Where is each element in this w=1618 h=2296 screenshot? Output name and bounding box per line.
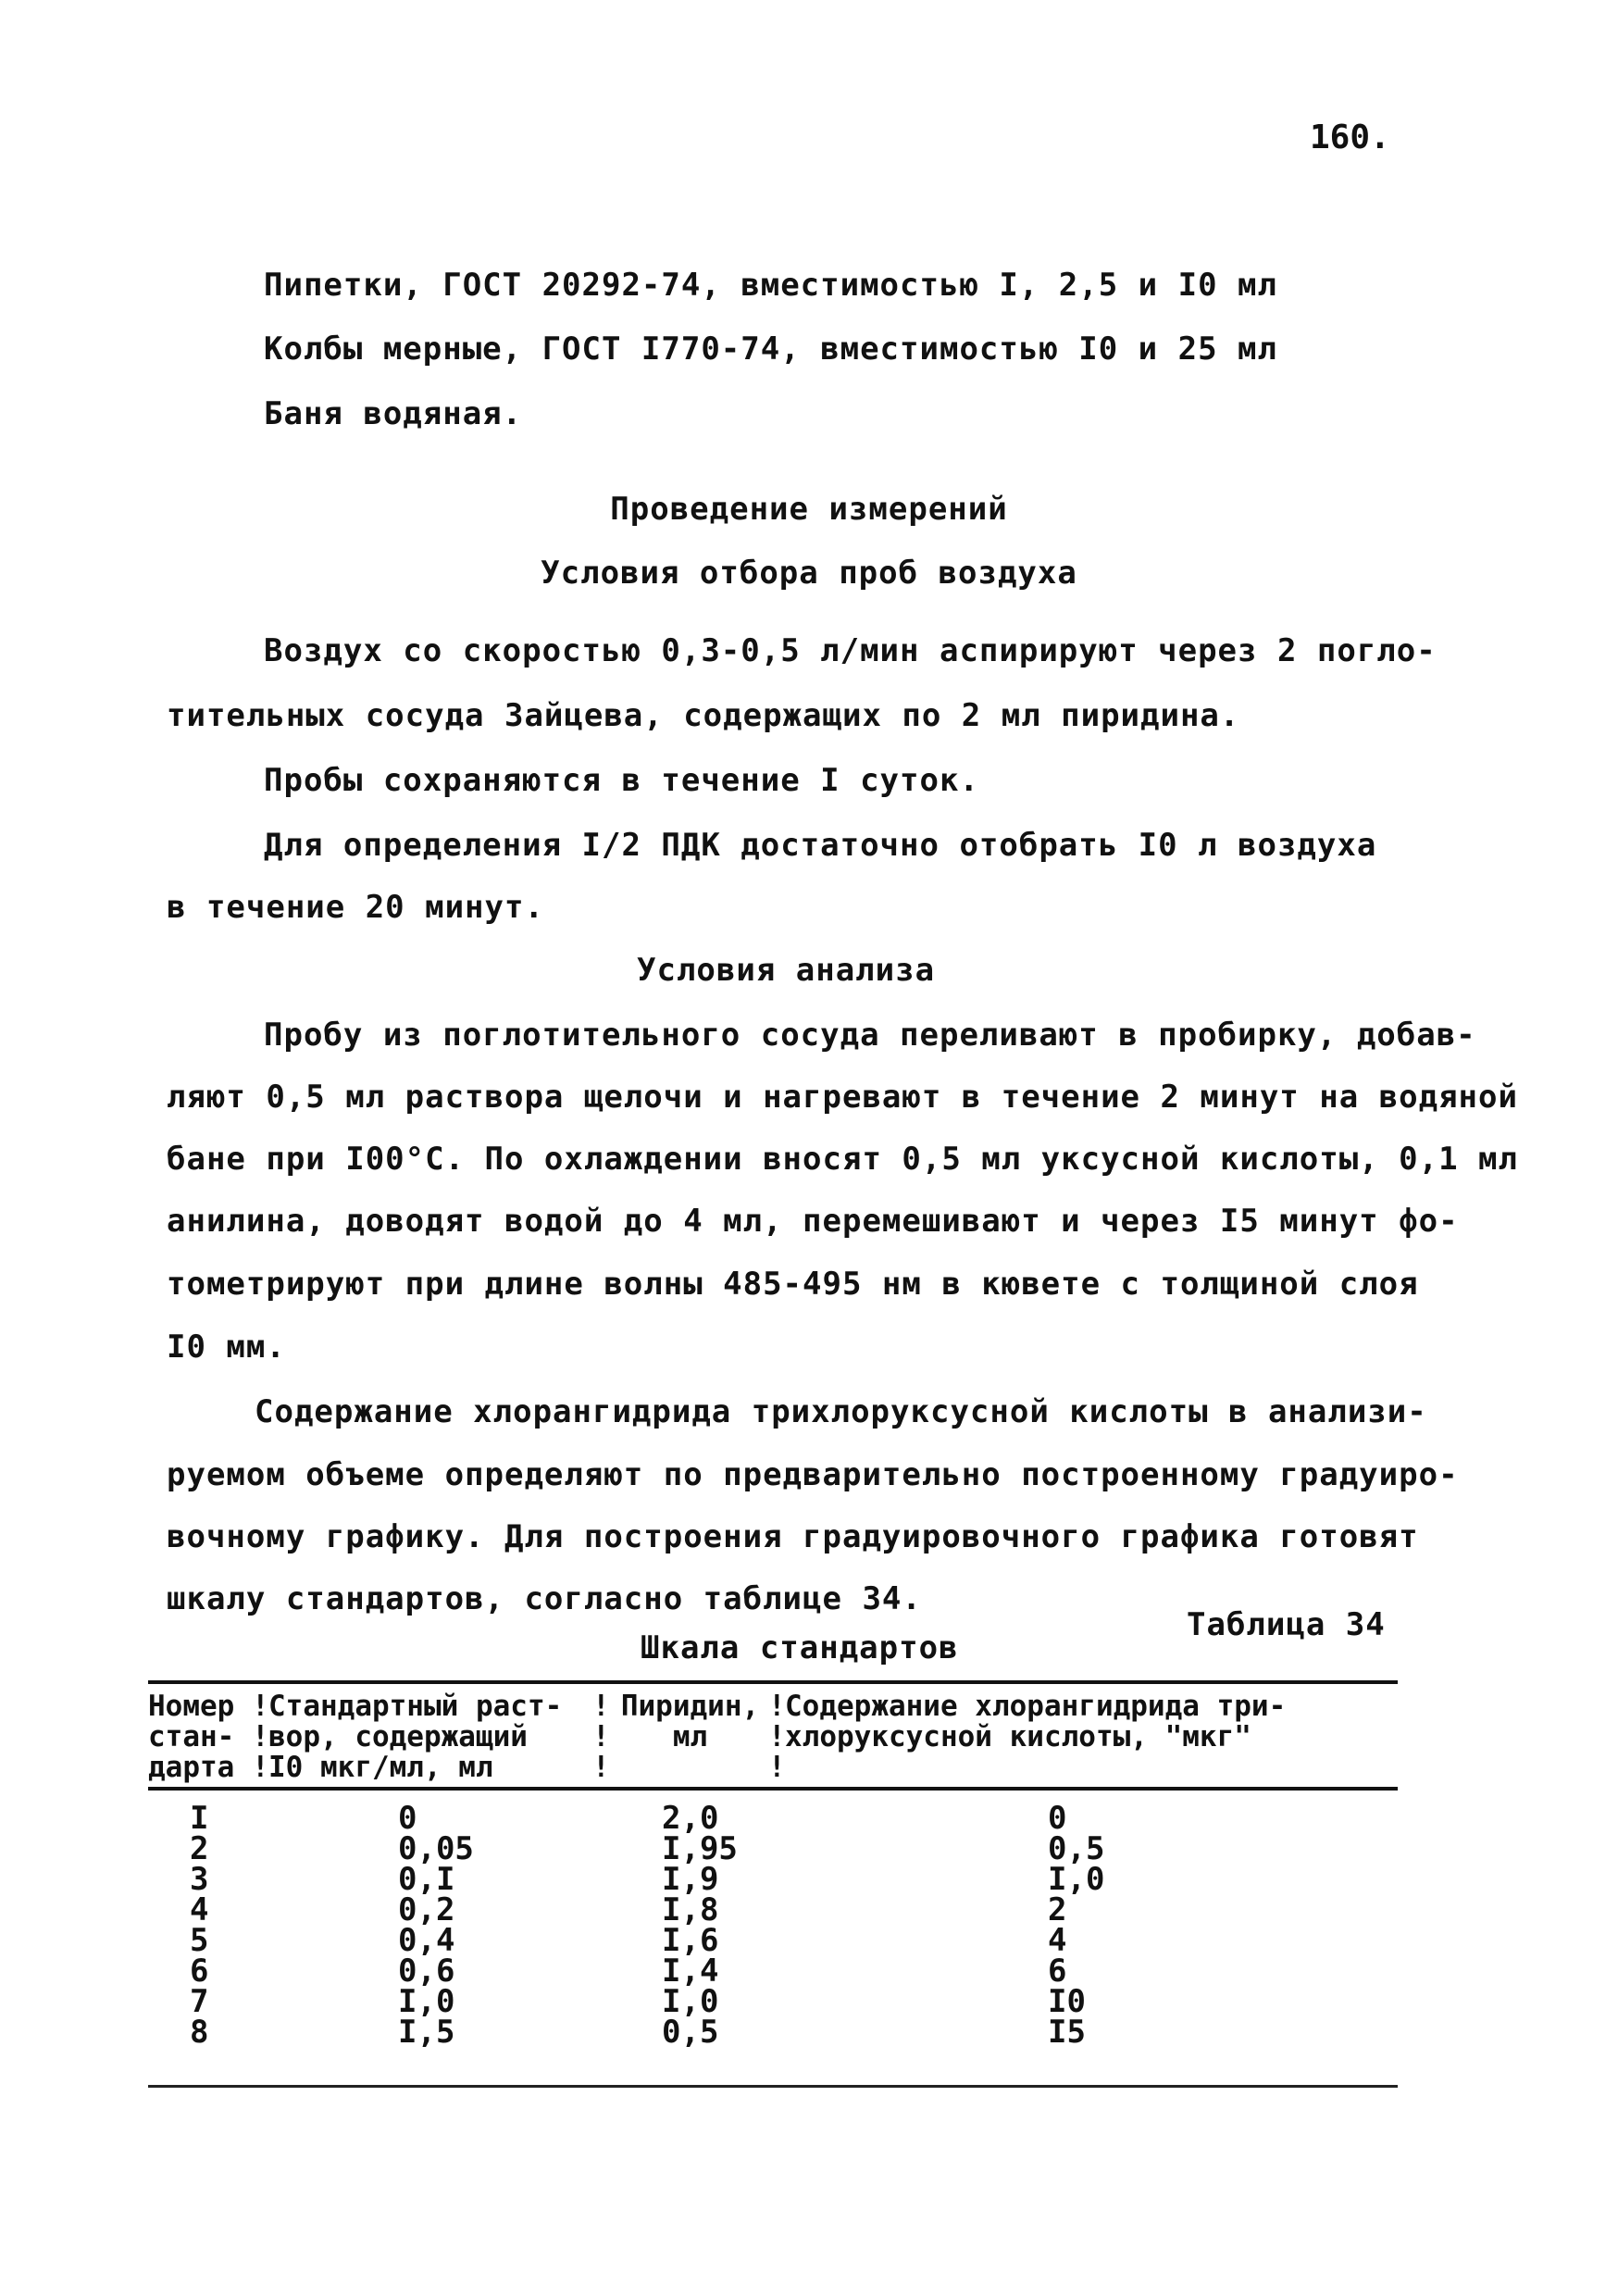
table-body <box>0 1800 1618 2053</box>
equipment-line-flasks: Колбы мерные, ГОСТ I770-74, вместимостью I0 и 25 мл <box>264 331 1277 368</box>
table-cell-solution: 0 <box>398 1800 417 1837</box>
table-cell-solution: 0,2 <box>398 1891 455 1928</box>
analysis-line1: Пробу из поглотительного сосуда переливают в пробирку, добав- <box>264 1017 1476 1054</box>
table-cell-pyridine: I,95 <box>662 1830 738 1867</box>
analysis-line4: анилина, доводят водой до 4 мл, перемешивают и через I5 минут фо- <box>167 1203 1459 1240</box>
table-cell-content: I,0 <box>1048 1861 1105 1898</box>
table-cell-content: I0 <box>1048 1983 1086 2020</box>
table-column-separator: ! ! ! <box>252 1690 269 1784</box>
table-top-rule <box>148 1680 1398 1684</box>
subsection-analysis-title: Условия анализа <box>637 952 936 989</box>
table-cell-number: 5 <box>190 1922 209 1959</box>
table-cell-solution: 0,4 <box>398 1922 455 1959</box>
table-cell-content: I5 <box>1048 2014 1086 2051</box>
content-line1: Содержание хлорангидрида трихлоруксусной кислоты в анализи- <box>255 1393 1427 1430</box>
table-cell-number: I <box>190 1800 209 1837</box>
table-cell-number: 8 <box>190 2014 209 2051</box>
table-cell-content: 2 <box>1048 1891 1067 1928</box>
table-cell-number: 7 <box>190 1983 209 2020</box>
table-cell-pyridine: I,0 <box>662 1983 719 2020</box>
table-cell-solution: 0,I <box>398 1861 455 1898</box>
table-cell-pyridine: 2,0 <box>662 1800 719 1837</box>
table-cell-pyridine: I,8 <box>662 1891 719 1928</box>
table-header-rule <box>148 1787 1398 1791</box>
table-cell-solution: I,0 <box>398 1983 455 2020</box>
table-cell-pyridine: I,4 <box>662 1953 719 1990</box>
sampling-volume-line2: в течение 20 минут. <box>167 889 544 926</box>
table-bottom-rule <box>148 2085 1398 2088</box>
table-cell-number: 2 <box>190 1830 209 1867</box>
analysis-line2: ляют 0,5 мл раствора щелочи и нагревают в течение 2 минут на водяной <box>167 1079 1518 1116</box>
table-cell-number: 3 <box>190 1861 209 1898</box>
subsection-sampling-title: Условия отбора проб воздуха <box>541 555 1077 592</box>
analysis-line6: I0 мм. <box>167 1329 286 1366</box>
sampling-paragraph-line2: тительных сосуда Зайцева, содержащих по 2 мл пиридина. <box>167 697 1240 734</box>
table-cell-solution: 0,6 <box>398 1953 455 1990</box>
table-cell-pyridine: I,6 <box>662 1922 719 1959</box>
table-header-col4: Содержание хлорангидрида три- хлоруксусной кислоты, "мкг" <box>785 1690 1287 1753</box>
table-title: Шкала стандартов <box>641 1629 959 1666</box>
table-label: Таблица 34 <box>1187 1606 1386 1643</box>
sampling-volume-line1: Для определения I/2 ПДК достаточно отобрать I0 л воздуха <box>264 827 1377 864</box>
table-cell-number: 4 <box>190 1891 209 1928</box>
content-line4: шкалу стандартов, согласно таблице 34. <box>167 1580 922 1617</box>
sampling-storage-line: Пробы сохраняются в течение I суток. <box>264 762 979 799</box>
table-column-separator: ! ! ! <box>768 1690 786 1784</box>
table-cell-content: 6 <box>1048 1953 1067 1990</box>
table-column-separator: ! ! ! <box>592 1690 610 1784</box>
table-cell-pyridine: 0,5 <box>662 2014 719 2051</box>
content-line3: вочному графику. Для построения градуировочного графика готовят <box>167 1518 1419 1555</box>
table-cell-content: 0 <box>1048 1800 1067 1837</box>
sampling-paragraph-line1: Воздух со скоростью 0,3-0,5 л/мин аспирируют через 2 погло- <box>264 632 1437 669</box>
table-cell-solution: I,5 <box>398 2014 455 2051</box>
content-line2: руемом объеме определяют по предварительно построенному градуиро- <box>167 1456 1459 1493</box>
table-cell-number: 6 <box>190 1953 209 1990</box>
table-header-col2: Стандартный раст- вор, содержащий I0 мкг/мл, мл <box>268 1690 563 1784</box>
equipment-line-pipettes: Пипетки, ГОСТ 20292-74, вместимостью I, 2,5 и I0 мл <box>264 267 1277 304</box>
table-cell-pyridine: I,9 <box>662 1861 719 1898</box>
analysis-line5: тометрируют при длине волны 485-495 нм в кювете с толщиной слоя <box>167 1266 1419 1303</box>
table-cell-content: 4 <box>1048 1922 1067 1959</box>
analysis-line3: бане при I00°С. По охлаждении вносят 0,5 мл уксусной кислоты, 0,1 мл <box>167 1141 1518 1178</box>
section-title: Проведение измерений <box>610 491 1008 528</box>
table-header-col3: Пиридин, мл <box>620 1690 760 1753</box>
table-header-col1: Номер стан- дарта <box>148 1690 235 1784</box>
page-number: 160. <box>1310 119 1390 156</box>
equipment-line-bath: Баня водяная. <box>264 395 523 432</box>
table-cell-solution: 0,05 <box>398 1830 474 1867</box>
table-cell-content: 0,5 <box>1048 1830 1105 1867</box>
